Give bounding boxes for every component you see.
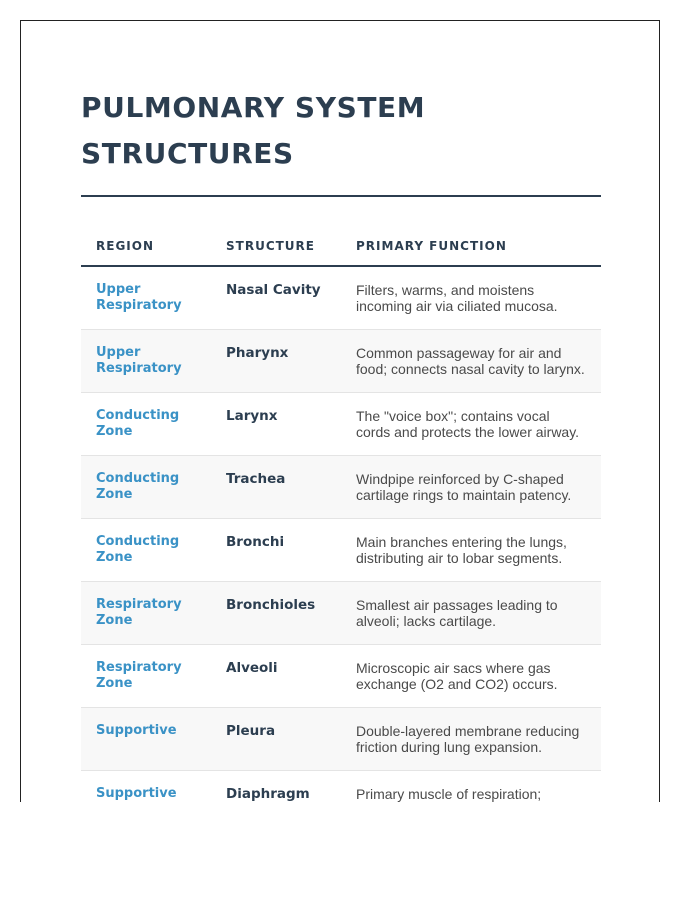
document-content [81, 85, 601, 802]
region-cell: Conducting Zone [81, 456, 211, 519]
region-cell: Upper Respiratory [81, 330, 211, 393]
table-header-row [81, 229, 601, 266]
structure-cell: Pharynx [211, 330, 341, 393]
structure-cell: Nasal Cavity [211, 266, 341, 330]
table-row [81, 266, 601, 330]
column-header-region: REGION [81, 229, 211, 266]
region-cell: Respiratory Zone [81, 645, 211, 708]
function-cell: Primary muscle of respiration; [341, 771, 601, 803]
structure-cell: Alveoli [211, 645, 341, 708]
function-cell: Filters, warms, and moistens incoming air via ciliated mucosa. [341, 266, 601, 330]
structures-table [81, 229, 601, 802]
table-row [81, 519, 601, 582]
region-cell: Conducting Zone [81, 519, 211, 582]
table-row [81, 330, 601, 393]
structure-cell: Diaphragm [211, 771, 341, 803]
table-row [81, 771, 601, 803]
function-cell: Windpipe reinforced by C-shaped cartilage rings to maintain patency. [341, 456, 601, 519]
page-title [81, 85, 601, 177]
structure-cell: Larynx [211, 393, 341, 456]
function-cell: Main branches entering the lungs, distributing air to lobar segments. [341, 519, 601, 582]
structure-cell: Bronchioles [211, 582, 341, 645]
function-cell: Smallest air passages leading to alveoli; lacks cartilage. [341, 582, 601, 645]
table-row [81, 582, 601, 645]
column-header-structure: STRUCTURE [211, 229, 341, 266]
region-cell: Conducting Zone [81, 393, 211, 456]
structure-cell: Pleura [211, 708, 341, 771]
function-cell: Microscopic air sacs where gas exchange (O2 and CO2) occurs. [341, 645, 601, 708]
region-cell: Supportive [81, 708, 211, 771]
column-header-function: PRIMARY FUNCTION [341, 229, 601, 266]
region-cell: Upper Respiratory [81, 266, 211, 330]
table-row [81, 393, 601, 456]
table-row [81, 708, 601, 771]
structure-cell: Bronchi [211, 519, 341, 582]
table-row [81, 456, 601, 519]
region-cell: Supportive [81, 771, 211, 803]
function-cell: The "voice box"; contains vocal cords and protects the lower airway. [341, 393, 601, 456]
title-divider [81, 195, 601, 197]
page-title-line-1: PULMONARY SYSTEM [81, 91, 426, 124]
function-cell: Common passageway for air and food; connects nasal cavity to larynx. [341, 330, 601, 393]
table-row [81, 645, 601, 708]
function-cell: Double-layered membrane reducing friction during lung expansion. [341, 708, 601, 771]
region-cell: Respiratory Zone [81, 582, 211, 645]
structure-cell: Trachea [211, 456, 341, 519]
document-page [20, 20, 660, 802]
page-title-line-2: STRUCTURES [81, 137, 294, 170]
